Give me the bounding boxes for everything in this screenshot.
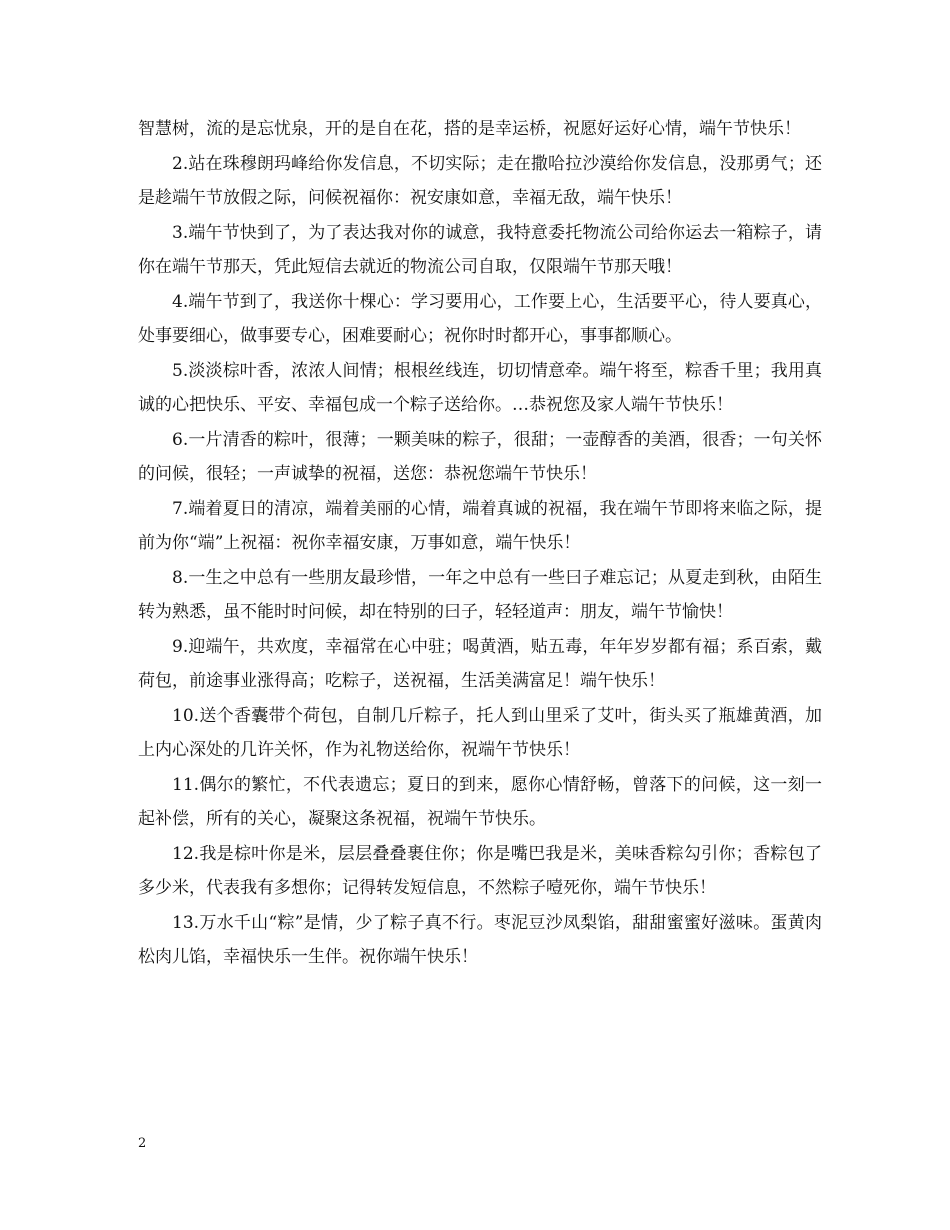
paragraph-continued: 智慧树，流的是忘忧泉，开的是自在花，搭的是幸运桥，祝愿好运好心情，端午节快乐！ [138, 119, 801, 139]
paragraph-13: 13.万水千山“粽”是情，少了粽子真不行。枣泥豆沙凤梨馅，甜甜蜜蜜好滋味。蛋黄肉松肉儿馅，幸福快乐一生伴。祝你端午快乐！ [138, 912, 822, 967]
paragraph-9: 9.迎端午，共欢度，幸福常在心中驻；喝黄酒，贴五毒，年年岁岁都有福；系百索，戴荷包，前途事业涨得高；吃粽子，送祝福，生活美满富足！端午快乐！ [138, 636, 822, 691]
paragraph-7: 7.端着夏日的清凉，端着美丽的心情，端着真诚的祝福，我在端午节即将来临之际，提前为你“端”上祝福：祝你幸福安康，万事如意，端午快乐！ [138, 498, 822, 553]
document-body [138, 112, 822, 975]
paragraph-11: 11.偶尔的繁忙，不代表遗忘；夏日的到来，愿你心情舒畅，曾落下的问候，这一刻一起补偿，所有的关心，凝聚这条祝福，祝端午节快乐。 [138, 774, 822, 829]
paragraph-5: 5.淡淡棕叶香，浓浓人间情；根根丝线连，切切情意牵。端午将至，粽香千里；我用真诚的心把快乐、平安、幸福包成一个粽子送给你。…恭祝您及家人端午节快乐！ [138, 360, 822, 415]
paragraph-8: 8.一生之中总有一些朋友最珍惜，一年之中总有一些曰子难忘记；从夏走到秋，由陌生转为熟悉，虽不能时时问候，却在特别的曰子，轻轻道声：朋友，端午节愉快！ [138, 567, 822, 622]
paragraph-12: 12.我是棕叶你是米，层层叠叠裹住你；你是嘴巴我是米，美味香粽勾引你；香粽包了多少米，代表我有多想你；记得转发短信息，不然粽子噎死你，端午节快乐！ [138, 843, 822, 898]
paragraph-6: 6.一片清香的粽叶，很薄；一颗美味的粽子，很甜；一壶醇香的美酒，很香；一句关怀的问候，很轻；一声诚挚的祝福，送您：恭祝您端午节快乐！ [138, 429, 822, 484]
paragraph-10: 10.送个香囊带个荷包，自制几斤粽子，托人到山里采了艾叶，街头买了瓶雄黄酒，加上内心深处的几许关怀，作为礼物送给你，祝端午节快乐！ [138, 705, 822, 760]
paragraph-3: 3.端午节快到了，为了表达我对你的诚意，我特意委托物流公司给你运去一箱粽子，请你在端午节那天，凭此短信去就近的物流公司自取，仅限端午节那天哦！ [138, 222, 822, 277]
paragraph-2: 2.站在珠穆朗玛峰给你发信息，不切实际；走在撒哈拉沙漠给你发信息，没那勇气；还是趁端午节放假之际，问候祝福你：祝安康如意，幸福无敌，端午快乐！ [138, 153, 822, 208]
paragraph-4: 4.端午节到了，我送你十棵心：学习要用心，工作要上心，生活要平心，待人要真心，处事要细心，做事要专心，困难要耐心；祝你时时都开心，事事都顺心。 [138, 291, 822, 346]
page-number: 2 [138, 1136, 147, 1151]
